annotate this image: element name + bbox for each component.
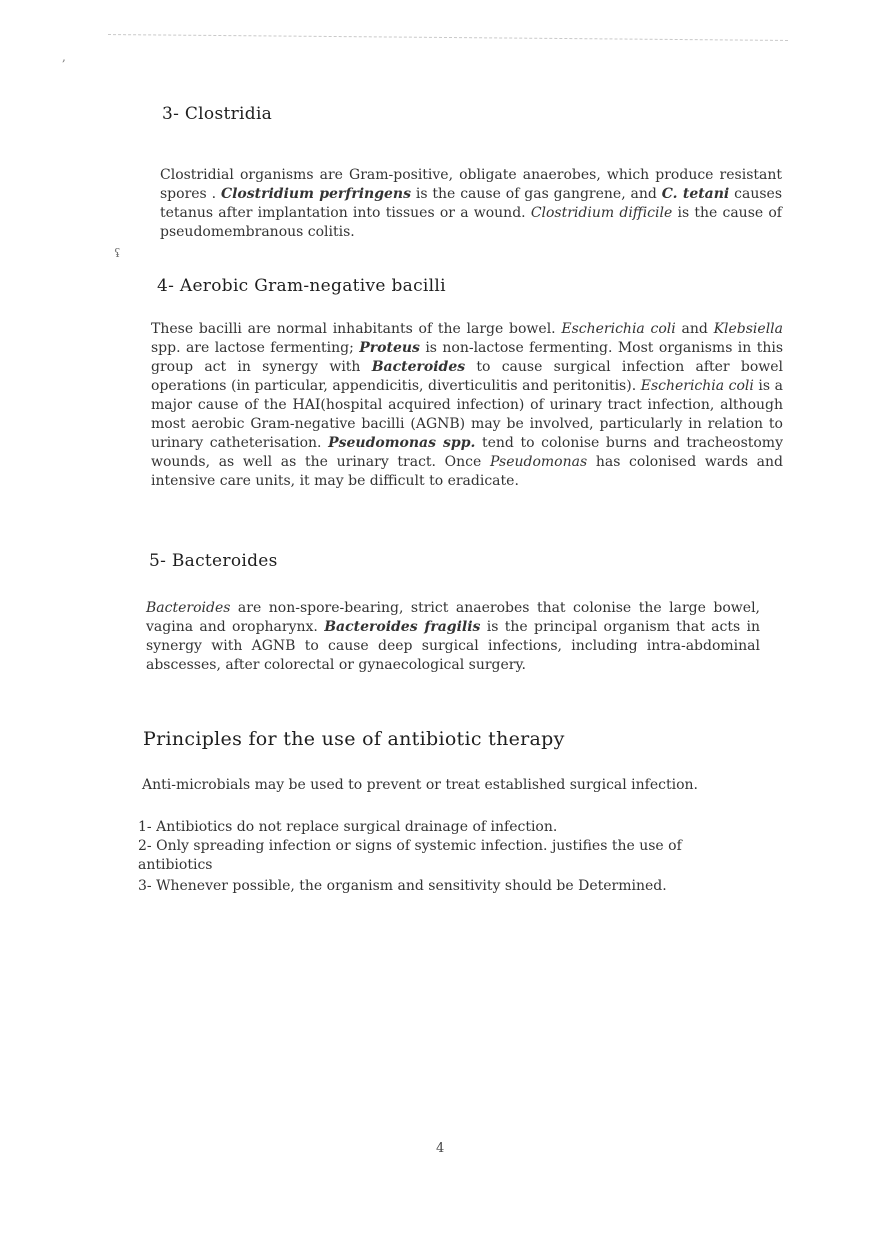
section-heading-aerobic-gram-negative: 4- Aerobic Gram-negative bacilli	[157, 276, 446, 296]
text-run: has colonised wards and intensive care units, it may be difficult to eradicate.	[151, 454, 783, 489]
principles-intro: Anti-microbials may be used to prevent or treat established surgical infection.	[142, 777, 698, 793]
italic-term: Clostridium difficile	[530, 205, 673, 221]
scan-artifact-mark: ʢ	[114, 246, 121, 260]
italic-term: Proteus	[359, 340, 420, 356]
text-run: spp. are lactose fermenting;	[151, 340, 360, 356]
section-heading-bacteroides: 5- Bacteroides	[149, 551, 278, 571]
italic-term: C. tetani	[661, 186, 730, 202]
italic-term: Bacteroides	[146, 600, 231, 616]
section-paragraph-aerobic-gram-negative	[151, 320, 783, 491]
page-number: 4	[436, 1141, 445, 1156]
principles-list-item: 1- Antibiotics do not replace surgical drainage of infection.	[138, 819, 558, 835]
principles-list-item: 2- Only spreading infection or signs of systemic infection. justifies the use of antibiotics	[138, 838, 682, 873]
scan-artifact-line	[108, 34, 788, 41]
italic-term: Bacteroides	[371, 359, 466, 375]
italic-term: Clostridium perfringens	[220, 186, 411, 202]
principles-list	[138, 818, 748, 896]
section-heading-clostridia: 3- Clostridia	[162, 104, 273, 124]
text-run: are non-spore-bearing, strict anaerobes that colonise the large bowel, vagina and oropharynx.	[146, 600, 760, 635]
italic-term: Escherichia coli	[561, 321, 676, 337]
text-run: Clostridial organisms are Gram-positive, obligate anaerobes, which produce resistant spores .	[160, 167, 782, 202]
text-run: is the cause of pseudomembranous colitis.	[160, 205, 782, 240]
italic-term: Klebsiella	[713, 321, 783, 337]
italic-term: Pseudomonas	[489, 454, 588, 470]
italic-term: Escherichia coli	[640, 378, 754, 394]
text-run: to cause surgical infection after bowel operations (in particular, appendicitis, diverticulitis and peritonitis).	[151, 359, 783, 394]
principles-heading: Principles for the use of antibiotic therapy	[143, 728, 565, 750]
text-run: causes tetanus after implantation into tissues or a wound.	[160, 186, 783, 221]
text-run: is the cause of gas gangrene, and	[410, 186, 662, 202]
scan-artifact-mark: ,	[62, 50, 66, 64]
text-run: is the principal organism that acts in synergy with AGNB to cause deep surgical infections, including intra-abdominal abscesses, after colorectal or gynaecological surgery.	[146, 619, 760, 673]
italic-term: Pseudomonas spp.	[328, 435, 476, 451]
italic-term: Bacteroides fragilis	[324, 619, 481, 635]
section-paragraph-bacteroides	[146, 599, 760, 675]
text-run: and	[675, 321, 714, 337]
text-run: tend to colonise burns and tracheostomy wounds, as well as the urinary tract. Once	[151, 435, 783, 470]
text-run: is a major cause of the HAI(hospital acquired infection) of urinary tract infection, although most aerobic Gram-negative bacilli (AGNB) may be involved, particularly in relation to urinary catheterisation.	[151, 378, 783, 451]
principles-list-item: 3- Whenever possible, the organism and sensitivity should be Determined.	[138, 878, 667, 894]
text-run: These bacilli are normal inhabitants of the large bowel.	[151, 321, 562, 337]
text-run: is non-lactose fermenting. Most organisms in this group act in synergy with	[151, 340, 783, 375]
section-paragraph-clostridia	[160, 166, 782, 242]
